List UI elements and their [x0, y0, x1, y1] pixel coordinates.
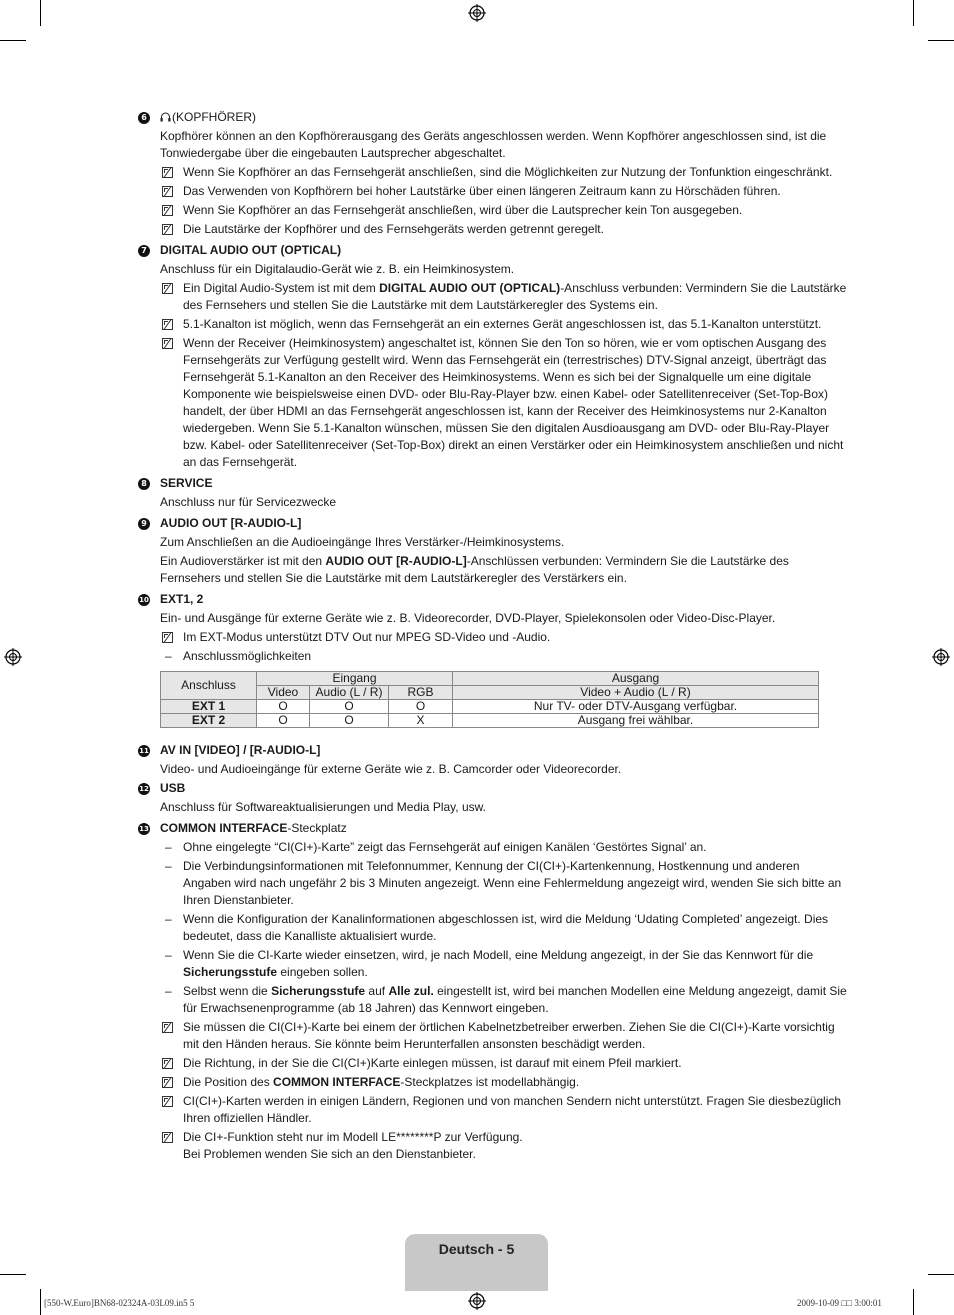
section-service: [137, 475, 847, 511]
table-cell: EXT 2: [161, 714, 257, 728]
section-title: EXT1, 2: [160, 592, 204, 606]
ext-connection-table: [160, 671, 819, 728]
table-header: RGB: [389, 686, 453, 700]
section-number: 8: [138, 478, 150, 490]
paragraph: Anschluss für ein Digitalaudio-Gerät wie z. B. ein Heimkinosystem.: [160, 262, 515, 276]
section-ext: [137, 591, 847, 665]
table-cell: O: [310, 714, 389, 728]
table-header: Video + Audio (L / R): [453, 686, 819, 700]
crop-mark: [913, 1289, 914, 1315]
note-icon: [162, 632, 173, 643]
print-slug-left: [550-W.Euro]BN68-02324A-03L09.in5 5: [44, 1298, 195, 1308]
paragraph: Anschluss nur für Servicezwecke: [160, 495, 337, 509]
section-number: 10: [139, 596, 149, 604]
table-cell: EXT 1: [161, 700, 257, 714]
table-header: Audio (L / R): [310, 686, 389, 700]
note-item: Wenn Sie Kopfhörer an das Fernsehgerät anschließen, sind die Möglichkeiten zur Nutzung der Tonfunktion eingeschränkt.: [160, 164, 847, 181]
note-icon: [162, 186, 173, 197]
dash-item: – Wenn Sie die CI-Karte wieder einsetzen, wird, je nach Modell, eine Meldung angezeigt, in der Sie das Kennwort für die Sicherungsstufe eingeben sollen.: [165, 948, 814, 979]
note-icon: [162, 205, 173, 216]
crop-mark: [0, 1274, 26, 1275]
section-number: 11: [139, 747, 149, 755]
note-icon: [162, 167, 173, 178]
section-number: 9: [138, 518, 150, 530]
paragraph: Kopfhörer können an den Kopfhörerausgang des Geräts angeschlossen werden. Wenn Kopfhörer angeschlossen sind, ist die Tonwiedergabe über die eingebauten Lautsprecher abgeschaltet.: [160, 129, 827, 160]
section-usb: [137, 780, 847, 816]
note-item: Sie müssen die CI(CI+)-Karte bei einem der örtlichen Kabelnetzbetreiber erwerben. Ziehen Sie die CI(CI+)-Karte vorsichtig mit den Händen heraus. Sie könnte beim Herunterfallen ansonsten beschädigt werden.: [160, 1019, 847, 1053]
section-av-in: [137, 742, 847, 778]
registration-mark-icon: [468, 1292, 486, 1310]
dash-item: – Selbst wenn die Sicherungsstufe auf Alle zul. eingestellt ist, wird bei manchen Modellen eine Meldung angezeigt, damit Sie für Erwachsenenprogramme (ab 18 Jahren) das Kennwort eingeben.: [165, 984, 847, 1015]
page-number: Deutsch - 5: [438, 1241, 515, 1257]
table-row: [161, 714, 819, 728]
crop-mark: [0, 40, 26, 41]
headphone-icon: [160, 112, 171, 122]
table-cell: O: [389, 700, 453, 714]
crop-mark: [928, 1274, 954, 1275]
section-title: COMMON INTERFACE-Steckplatz: [160, 821, 347, 835]
dash-item: – Wenn die Konfiguration der Kanalinformationen abgeschlossen ist, wird die Meldung ‘Udating Completed’ angezeigt. Dies bedeutet, dass die Kanalliste aktualisiert wurde.: [165, 912, 829, 943]
section-title: SERVICE: [160, 476, 213, 490]
note-item: Die Richtung, in der Sie die CI(CI+)Karte einlegen müssen, ist darauf mit einem Pfeil markiert.: [160, 1055, 847, 1072]
paragraph: Anschluss für Softwareaktualisierungen und Media Play, usw.: [160, 800, 486, 814]
crop-mark: [928, 40, 954, 41]
table-cell: O: [257, 714, 310, 728]
note-item: Das Verwenden von Kopfhörern bei hoher Lautstärke über einen längeren Zeitraum kann zu Hörschäden führen.: [160, 183, 847, 200]
note-icon: [162, 1132, 173, 1143]
section-headphones: [137, 109, 847, 238]
section-number: 12: [139, 785, 149, 793]
note-item: Die CI+-Funktion steht nur im Modell LE********P zur Verfügung. Bei Problemen wenden Sie sich an den Dienstanbieter.: [160, 1129, 847, 1163]
section-title: AUDIO OUT [R-AUDIO-L]: [160, 516, 302, 530]
table-cell: X: [389, 714, 453, 728]
section-number: 7: [138, 245, 150, 257]
note-icon: [162, 338, 173, 349]
table-cell: Ausgang frei wählbar.: [453, 714, 819, 728]
note-item: Wenn der Receiver (Heimkinosystem) angeschaltet ist, können Sie den Ton so hören, wie er vom optischen Ausgang des Fernsehgeräts zur Verfügung gestellt wird. Wenn das Fernsehgerät ein (terrestrisches) DTV-Signal anzeigt, überträgt das Fernsehgerät 5.1-Kanalton an den Receiver des Heimkinosystems. Wenn es sich bei der Signalquelle um eine digitale Komponente wie beispielsweise einen DVD- oder Blu-Ray-Player bzw. einen Kabel- oder Satellitenreceiver (Set-Top-Box) handelt, der über HDMI an das Fernsehgerät angeschlossen ist, kann der Receiver des Heimkinosystems nur 2-Kanalton wiedergeben. Wenn Sie 5.1-Kanalton wünschen, müssen Sie den digitalen Ausdioausgang am DVD- oder Blu-Ray-Player bzw. Kabel- oder Satellitenreceiver (Set-Top-Box) direkt an einen Verstärker oder ein Heimkinosystem anschließen und nicht an das Fernsehgerät.: [160, 335, 847, 471]
registration-mark-icon: [468, 4, 486, 22]
dash-item: – Anschlussmöglichkeiten: [165, 649, 312, 663]
note-icon: [162, 224, 173, 235]
registration-mark-icon: [932, 648, 950, 666]
note-item: 5.1-Kanalton ist möglich, wenn das Fernsehgerät an ein externes Gerät angeschlossen ist, das 5.1-Kanalton unterstützt.: [160, 316, 847, 333]
crop-mark: [40, 1289, 41, 1315]
note-item: Im EXT-Modus unterstützt DTV Out nur MPEG SD-Video und -Audio.: [160, 629, 847, 646]
note-icon: [162, 1096, 173, 1107]
note-icon: [162, 283, 173, 294]
table-cell: O: [310, 700, 389, 714]
section-title: USB: [160, 781, 186, 795]
paragraph: Video- und Audioeingänge für externe Geräte wie z. B. Camcorder oder Videorecorder.: [160, 762, 622, 776]
section-title: (KOPFHÖRER): [160, 109, 847, 126]
table-header: Anschluss: [161, 672, 257, 700]
table-cell: Nur TV- oder DTV-Ausgang verfügbar.: [453, 700, 819, 714]
section-number: 13: [139, 825, 149, 833]
crop-mark: [40, 0, 41, 26]
crop-mark: [913, 0, 914, 26]
table-header: Eingang: [257, 672, 453, 686]
note-item: Die Position des COMMON INTERFACE-Steckplatzes ist modellabhängig.: [160, 1074, 847, 1091]
table-header: Video: [257, 686, 310, 700]
section-title: AV IN [VIDEO] / [R-AUDIO-L]: [160, 743, 321, 757]
note-item: CI(CI+)-Karten werden in einigen Ländern, Regionen und von manchen Sendern nicht unterstützt. Fragen Sie diesbezüglich Ihren offiziellen Händler.: [160, 1093, 847, 1127]
dash-item: – Ohne eingelegte “CI(CI+)-Karte” zeigt das Fernsehgerät auf einigen Kanälen ‘Gestörtes Signal’ an.: [165, 840, 707, 854]
section-number: 6: [138, 112, 150, 124]
section-digital-audio-out: [137, 242, 847, 471]
table-row: [161, 700, 819, 714]
section-common-interface: [137, 820, 847, 1163]
note-item: Die Lautstärke der Kopfhörer und des Fernsehgeräts werden getrennt geregelt.: [160, 221, 847, 238]
table-cell: O: [257, 700, 310, 714]
note-item: Wenn Sie Kopfhörer an das Fernsehgerät anschließen, wird über die Lautsprecher kein Ton ausgegeben.: [160, 202, 847, 219]
note-icon: [162, 1022, 173, 1033]
print-slug-right: 2009-10-09 □□ 3:00:01: [797, 1298, 882, 1308]
note-icon: [162, 1058, 173, 1069]
paragraph: Ein- und Ausgänge für externe Geräte wie z. B. Videorecorder, DVD-Player, Spielekonsolen oder Video-Disc-Player.: [160, 611, 776, 625]
note-icon: [162, 1077, 173, 1088]
table-header: Ausgang: [453, 672, 819, 686]
note-icon: [162, 319, 173, 330]
paragraph: Zum Anschließen an die Audioeingänge Ihres Verstärker-/Heimkinosystems.: [160, 535, 565, 549]
dash-item: – Die Verbindungsinformationen mit Telefonnummer, Kennung der CI(CI+)-Kartenkennung, Hostkennung und anderen Angaben wird nach ungefähr 2 bis 3 Minuten angezeigt. Wenn eine Fehlermeldung angezeigt wird, wenden Sie sich bitte an Ihren Dienstanbieter.: [165, 859, 842, 907]
section-audio-out: [137, 515, 847, 587]
registration-mark-icon: [4, 648, 22, 666]
note-item: Ein Digital Audio-System ist mit dem DIGITAL AUDIO OUT (OPTICAL)-Anschluss verbunden: Vermindern Sie die Lautstärke des Fernsehers und stellen Sie die Lautstärke mit dem Lautstärkeregler des Systems ein.: [160, 280, 847, 314]
paragraph: Ein Audioverstärker ist mit den AUDIO OUT [R-AUDIO-L]-Anschlüssen verbunden: Vermindern Sie die Lautstärke des Fernsehers und stellen Sie die Lautstärke mit dem Lautstärkeregler des Verstärkers ein.: [160, 554, 789, 585]
section-title: DIGITAL AUDIO OUT (OPTICAL): [160, 243, 342, 257]
manual-content: [137, 109, 847, 1165]
